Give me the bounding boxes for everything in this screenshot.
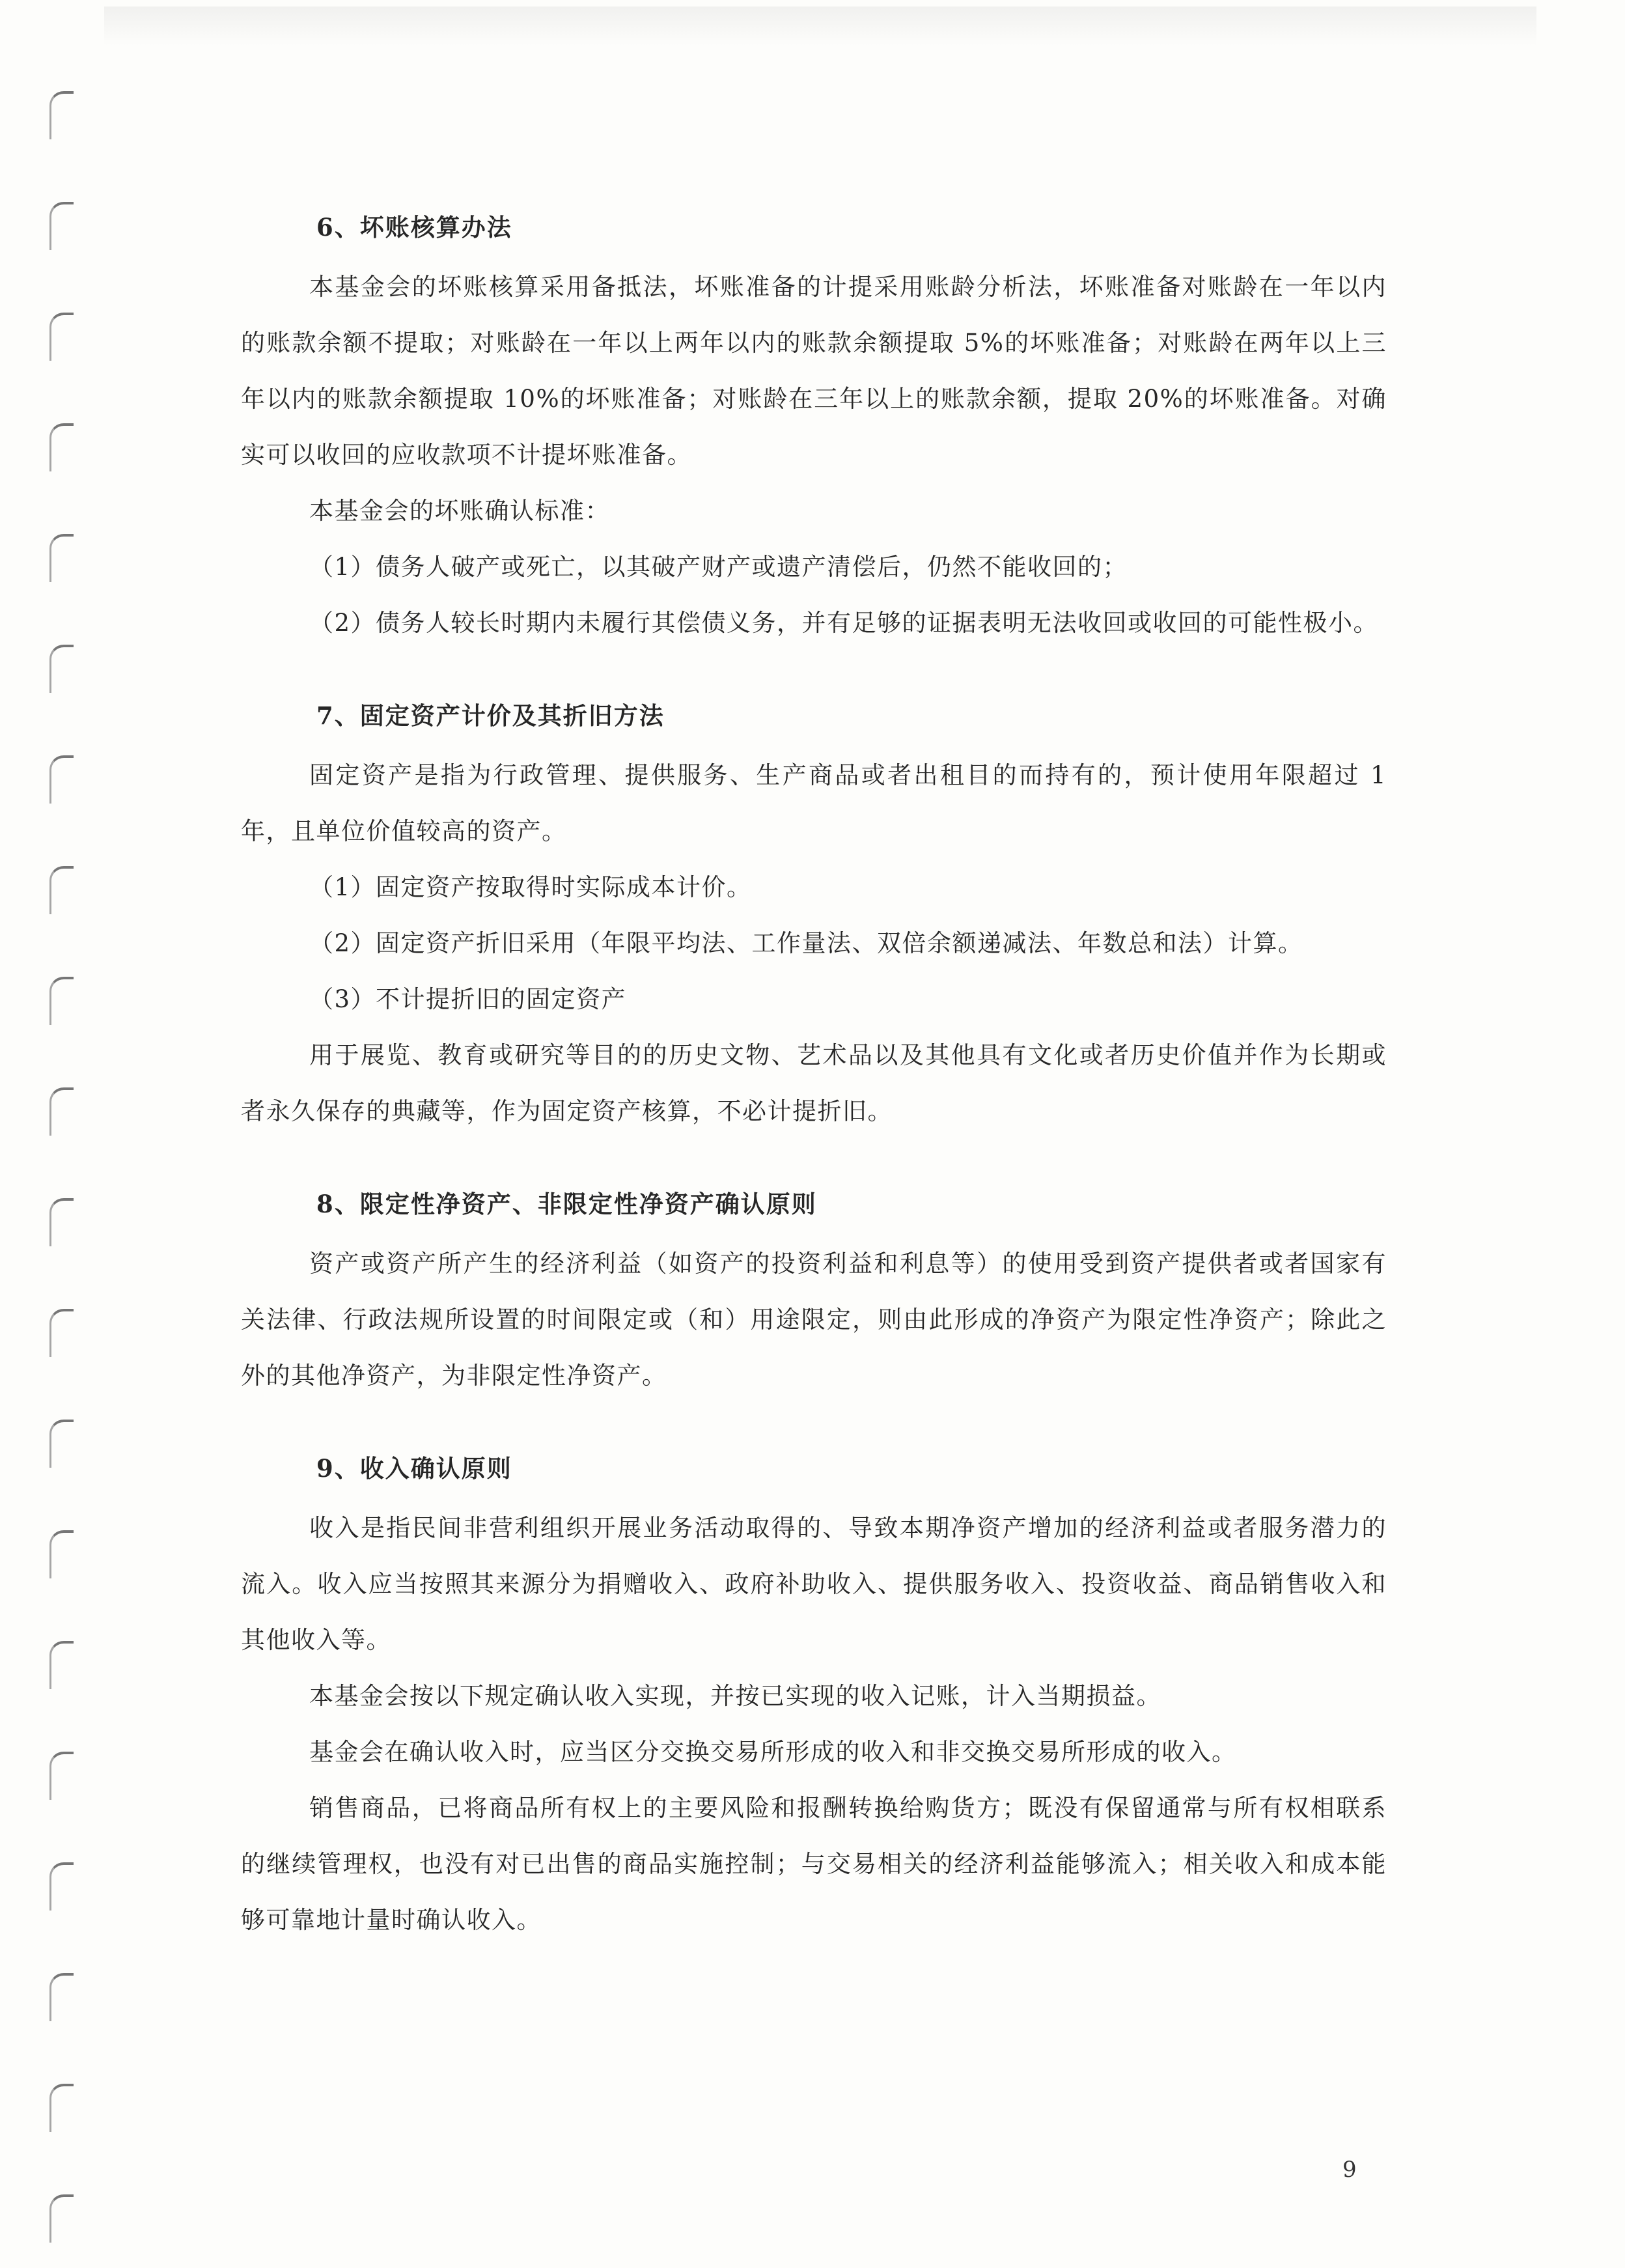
section-gap <box>241 1140 1387 1185</box>
binding-hole-mark <box>49 313 74 361</box>
binding-hole-mark <box>49 977 74 1025</box>
paragraph: 本基金会按以下规定确认收入实现，并按已实现的收入记账，计入当期损益。 <box>309 1682 1161 1710</box>
paragraph: 本基金会的坏账核算采用备抵法，坏账准备的计提采用账龄分析法，坏账准备对账龄在一年以内的账款余额不提取；对账龄在一年以上两年以内的账款余额提取 5%的坏账准备；对账龄在两年以上三年以内的账款余额提取 10%的坏账准备；对账龄在三年以上的账款余额，提取 20%的坏账准备。对确实可以收回的应收款项不计提坏账准备。 <box>241 273 1387 469</box>
binding-hole-mark <box>49 866 74 914</box>
paragraph: （2）固定资产折旧采用（年限平均法、工作量法、双倍余额递减法、年数总和法）计算。 <box>309 929 1303 957</box>
section-revenue-recognition <box>241 1449 1387 1948</box>
binding-hole-mark <box>49 1087 74 1136</box>
paragraph: （1）债务人破产或死亡，以其破产财产或遗产清偿后，仍然不能收回的； <box>309 553 1128 581</box>
binding-hole-mark <box>49 1973 74 2021</box>
section-heading: 8、限定性净资产、非限定性净资产确认原则 <box>316 1190 817 1218</box>
scan-shadow <box>104 7 1536 46</box>
paragraph: （3）不计提折旧的固定资产 <box>309 985 627 1013</box>
section-fixed-assets <box>241 697 1387 1140</box>
paragraph: 资产或资产所产生的经济利益（如资产的投资利益和利息等）的使用受到资产提供者或者国家有关法律、行政法规所设置的时间限定或（和）用途限定，则由此形成的净资产为限定性净资产；除此之外的其他净资产，为非限定性净资产。 <box>241 1250 1387 1390</box>
paragraph: 用于展览、教育或研究等目的的历史文物、艺术品以及其他具有文化或者历史价值并作为长期或者永久保存的典藏等，作为固定资产核算，不必计提折旧。 <box>241 1041 1387 1125</box>
binding-hole-mark <box>49 1198 74 1246</box>
paragraph: 固定资产是指为行政管理、提供服务、生产商品或者出租目的而持有的，预计使用年限超过 1 年，且单位价值较高的资产。 <box>241 761 1387 845</box>
section-heading: 9、收入确认原则 <box>316 1454 512 1483</box>
binding-hole-mark <box>49 1862 74 1911</box>
binding-hole-mark <box>49 1752 74 1800</box>
binding-hole-mark <box>49 1420 74 1468</box>
paragraph: 销售商品，已将商品所有权上的主要风险和报酬转换给购货方；既没有保留通常与所有权相联系的继续管理权，也没有对已出售的商品实施控制；与交易相关的经济利益能够流入；相关收入和成本能够可靠地计量时确认收入。 <box>241 1794 1387 1934</box>
binding-hole-mark <box>49 202 74 250</box>
paragraph: 收入是指民间非营利组织开展业务活动取得的、导致本期净资产增加的经济利益或者服务潜力的流入。收入应当按照其来源分为捐赠收入、政府补助收入、提供服务收入、投资收益、商品销售收入和其他收入等。 <box>241 1514 1387 1654</box>
section-heading: 7、固定资产计价及其折旧方法 <box>316 701 665 730</box>
section-gap <box>241 651 1387 697</box>
binding-hole-mark <box>49 1530 74 1578</box>
binding-hole-mark <box>49 534 74 582</box>
paragraph: 本基金会的坏账确认标准： <box>309 497 610 525</box>
paragraph: （2）债务人较长时期内未履行其偿债义务，并有足够的证据表明无法收回或收回的可能性极小。 <box>309 609 1379 637</box>
binding-hole-mark <box>49 91 74 139</box>
binding-hole-mark <box>49 1641 74 1689</box>
section-heading: 6、坏账核算办法 <box>316 213 512 242</box>
binding-hole-mark <box>49 423 74 471</box>
page-number: 9 <box>1342 2157 1357 2183</box>
section-net-assets <box>241 1185 1387 1404</box>
binding-hole-mark <box>49 1309 74 1357</box>
document-body <box>241 208 1387 1948</box>
binding-hole-mark <box>49 2194 74 2243</box>
binding-hole-mark <box>49 755 74 804</box>
section-bad-debt <box>241 208 1387 651</box>
binding-hole-mark <box>49 2084 74 2132</box>
paragraph: 基金会在确认收入时，应当区分交换交易所形成的收入和非交换交易所形成的收入。 <box>309 1738 1237 1766</box>
binding-holes <box>40 91 79 2227</box>
paragraph: （1）固定资产按取得时实际成本计价。 <box>309 873 752 901</box>
section-gap <box>241 1404 1387 1449</box>
binding-hole-mark <box>49 645 74 693</box>
